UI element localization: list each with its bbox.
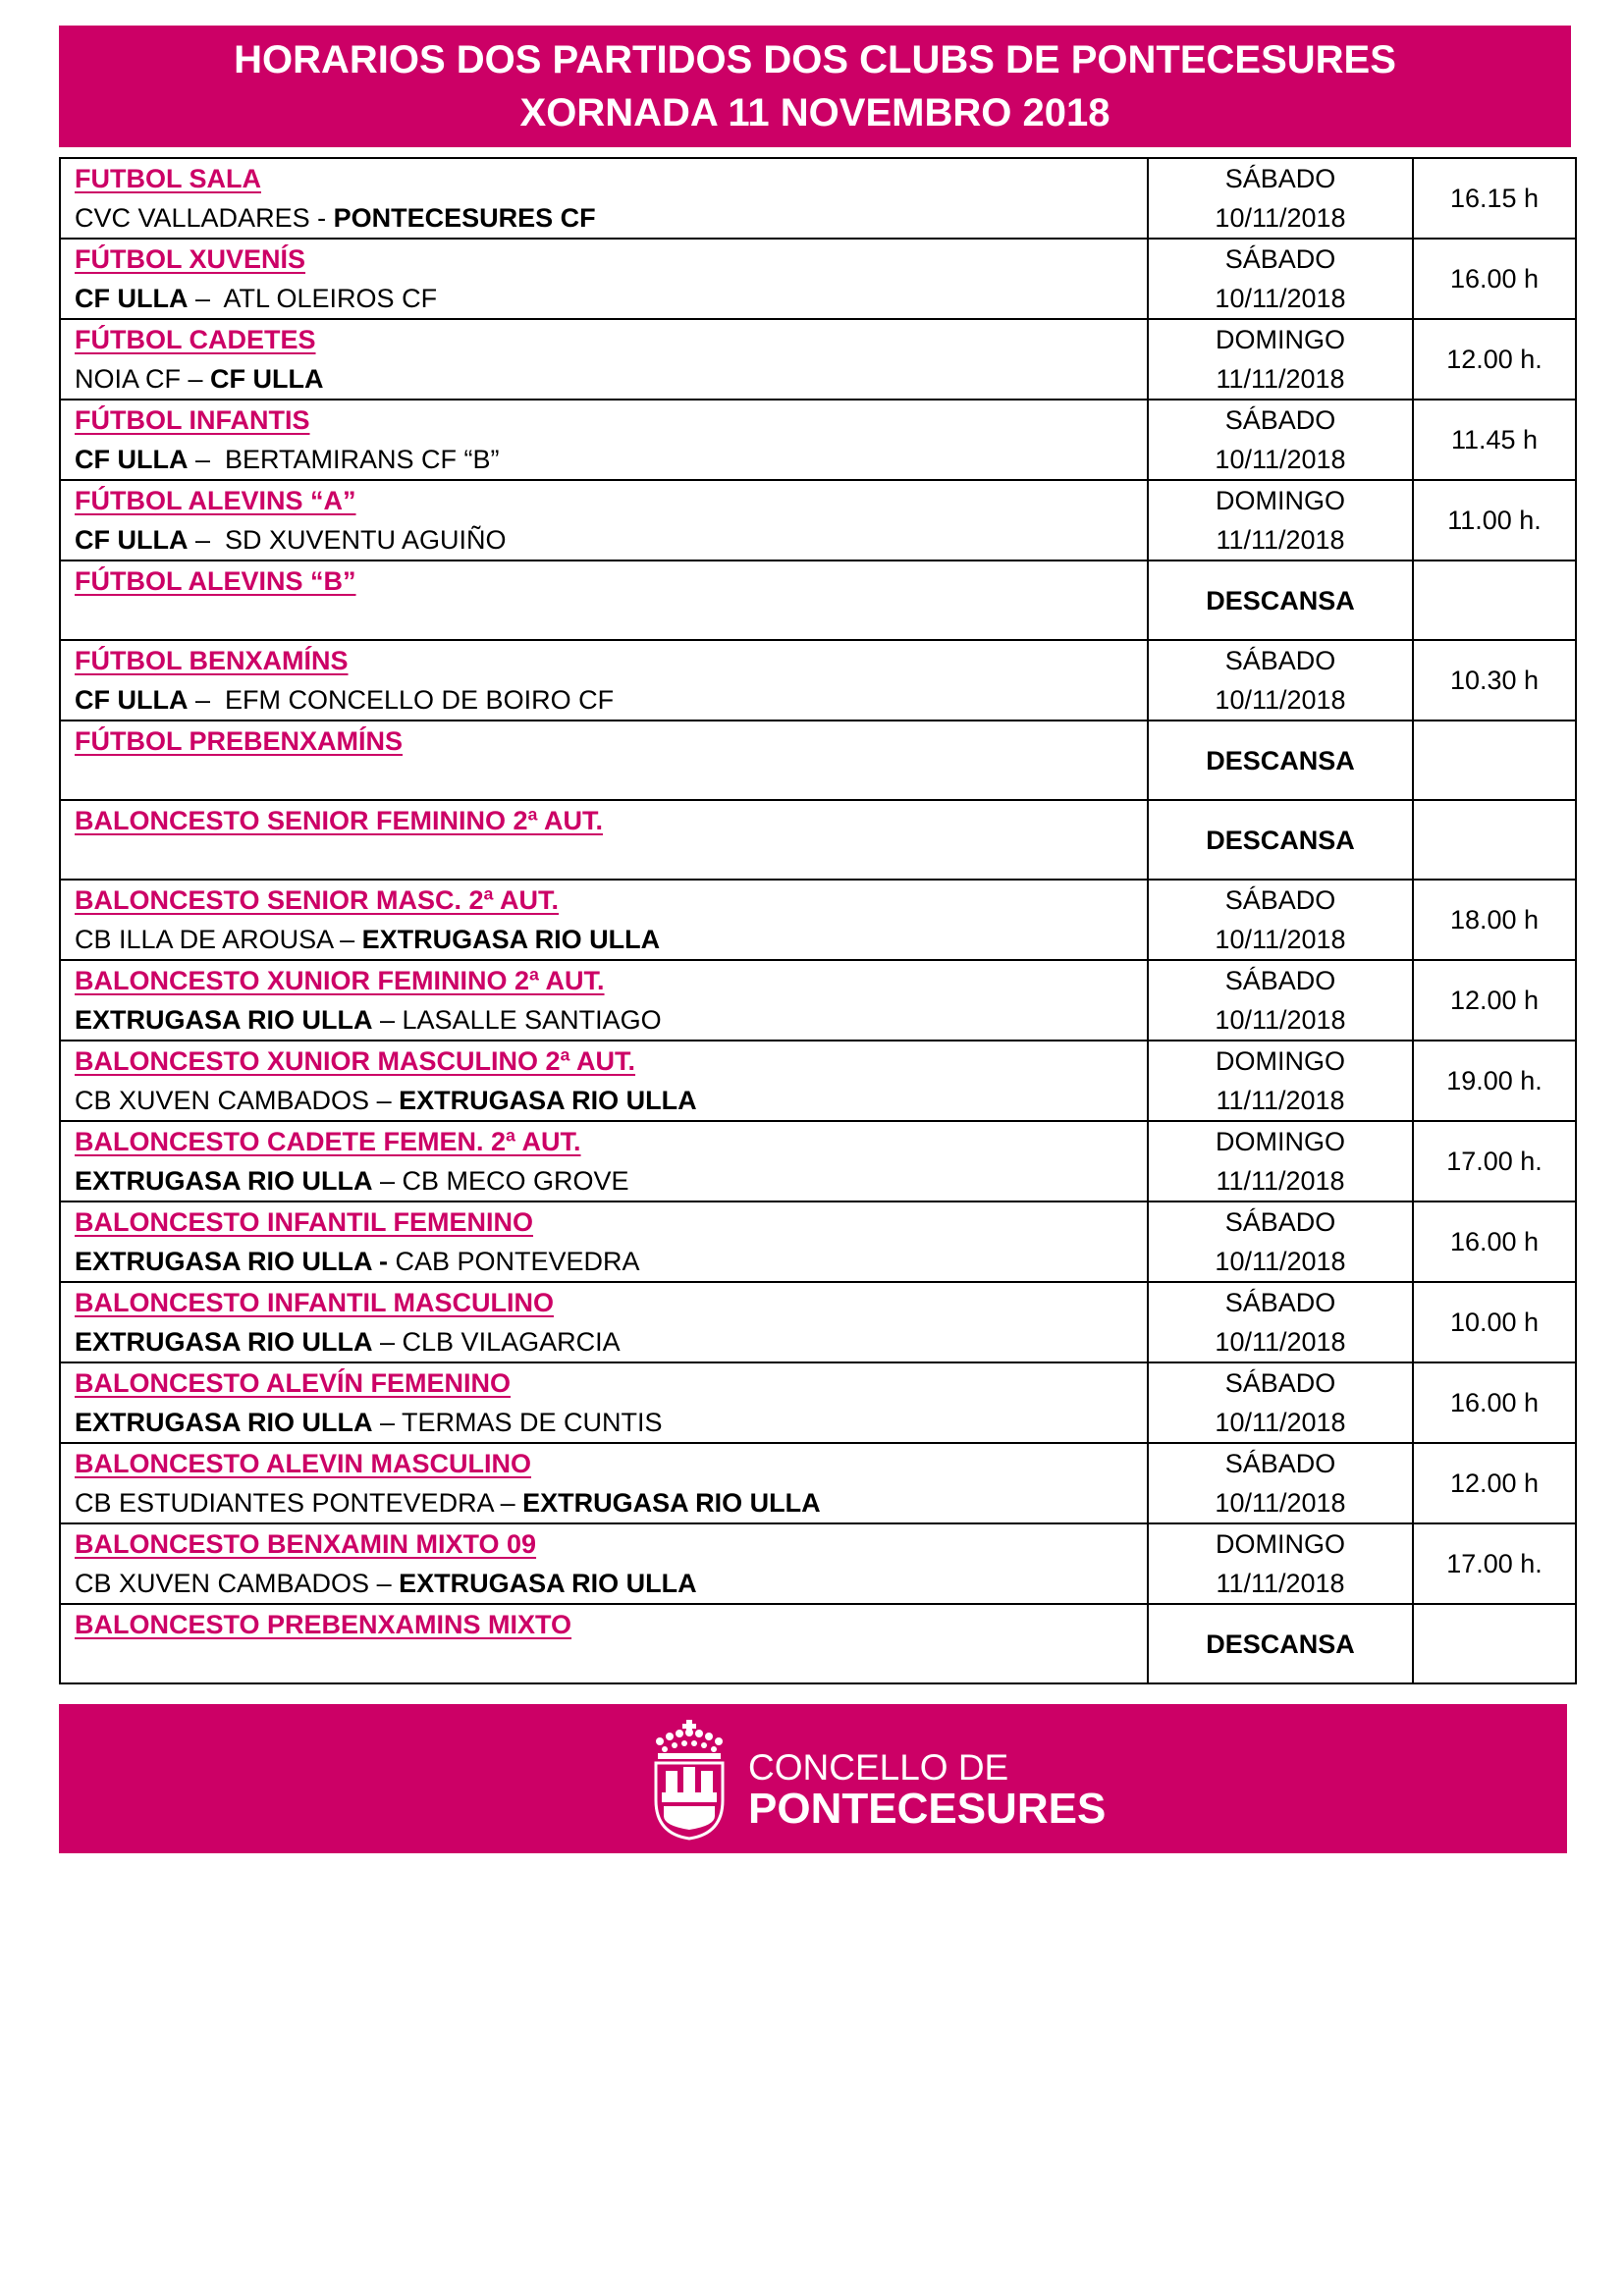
- team-separator: -: [309, 203, 334, 233]
- footer-line2: PONTECESURES: [748, 1785, 1107, 1833]
- away-team: SD XUVENTU AGUIÑO: [225, 525, 507, 555]
- teams-line: [75, 1403, 1147, 1442]
- weekday-label: SÁBADO: [1224, 164, 1336, 193]
- weekday-label: DOMINGO: [1216, 1127, 1345, 1156]
- weekday-label: SÁBADO: [1224, 646, 1336, 675]
- date-label: 10/11/2018: [1215, 203, 1346, 233]
- home-team: NOIA CF: [75, 364, 182, 394]
- weekday-label: SÁBADO: [1224, 1288, 1336, 1317]
- match-cell: [60, 400, 1148, 480]
- time-cell: 18.00 h: [1413, 880, 1576, 960]
- rest-label: DESCANSA: [1206, 745, 1355, 775]
- away-team: EXTRUGASA RIO ULLA: [522, 1488, 821, 1518]
- day-cell: [1148, 640, 1413, 721]
- day-cell: [1148, 1523, 1413, 1604]
- teams-line: [75, 1322, 1147, 1362]
- match-cell: [60, 1362, 1148, 1443]
- table-row: [60, 158, 1576, 239]
- teams-line: [75, 279, 1147, 318]
- team-separator: –: [372, 1408, 403, 1437]
- team-separator: –: [188, 685, 226, 715]
- table-row: [60, 239, 1576, 319]
- table-row: [60, 960, 1576, 1041]
- match-cell: [60, 561, 1148, 640]
- time-cell: 19.00 h.: [1413, 1041, 1576, 1121]
- page-subtitle: XORNADA 11 NOVEMBRO 2018: [519, 91, 1110, 134]
- home-team: CF ULLA: [75, 685, 189, 715]
- category-label: BALONCESTO XUNIOR MASCULINO 2ª AUT.: [75, 1046, 636, 1076]
- category-label: BALONCESTO PREBENXAMINS MIXTO: [75, 1610, 572, 1639]
- day-cell: [1148, 1604, 1413, 1683]
- category-label: BALONCESTO SENIOR MASC. 2ª AUT.: [75, 885, 560, 915]
- weekday-label: SÁBADO: [1224, 405, 1336, 435]
- title-banner: [59, 26, 1571, 147]
- day-cell: [1148, 319, 1413, 400]
- day-cell: [1148, 880, 1413, 960]
- table-row: [60, 800, 1576, 880]
- time-cell: [1413, 721, 1576, 800]
- table-row: [60, 1201, 1576, 1282]
- date-label: 11/11/2018: [1216, 364, 1345, 394]
- away-team: EXTRUGASA RIO ULLA: [399, 1086, 697, 1115]
- category-label: BALONCESTO ALEVÍN FEMENINO: [75, 1368, 512, 1398]
- time-cell: [1413, 1604, 1576, 1683]
- team-separator: –: [188, 284, 224, 313]
- time-cell: [1413, 800, 1576, 880]
- day-cell: [1148, 1041, 1413, 1121]
- category-label: FÚTBOL INFANTIS: [75, 405, 310, 435]
- time-cell: 10.00 h: [1413, 1282, 1576, 1362]
- footer-brand: [748, 1747, 1107, 1833]
- schedule-table: [59, 157, 1577, 1684]
- day-cell: [1148, 239, 1413, 319]
- time-cell: 12.00 h: [1413, 960, 1576, 1041]
- category-label: FÚTBOL ALEVINS “B”: [75, 566, 356, 596]
- home-team: EXTRUGASA RIO ULLA: [75, 1005, 373, 1035]
- match-cell: [60, 158, 1148, 239]
- day-cell: [1148, 1362, 1413, 1443]
- day-cell: [1148, 158, 1413, 239]
- day-cell: [1148, 561, 1413, 640]
- category-label: FUTBOL SALA: [75, 164, 261, 193]
- match-cell: [60, 721, 1148, 800]
- time-cell: 16.00 h: [1413, 239, 1576, 319]
- match-cell: [60, 1041, 1148, 1121]
- time-cell: 16.00 h: [1413, 1362, 1576, 1443]
- date-label: 11/11/2018: [1216, 1166, 1345, 1196]
- time-cell: 11.00 h.: [1413, 480, 1576, 561]
- home-team: EXTRUGASA RIO ULLA: [75, 1408, 373, 1437]
- date-label: 10/11/2018: [1215, 1005, 1346, 1035]
- time-cell: 11.45 h: [1413, 400, 1576, 480]
- table-row: [60, 1362, 1576, 1443]
- date-label: 10/11/2018: [1215, 445, 1346, 474]
- teams-line: [75, 440, 1147, 479]
- date-label: 10/11/2018: [1215, 1247, 1346, 1276]
- table-row: [60, 880, 1576, 960]
- match-cell: [60, 239, 1148, 319]
- time-cell: [1413, 561, 1576, 640]
- category-label: FÚTBOL CADETES: [75, 325, 316, 354]
- weekday-label: SÁBADO: [1224, 1207, 1336, 1237]
- category-label: BALONCESTO SENIOR FEMININO 2ª AUT.: [75, 806, 604, 835]
- teams-line: [75, 198, 1147, 238]
- home-team: CVC VALLADARES: [75, 203, 310, 233]
- day-cell: [1148, 400, 1413, 480]
- home-team: CF ULLA: [75, 284, 189, 313]
- away-team: EXTRUGASA RIO ULLA: [361, 925, 661, 954]
- date-label: 10/11/2018: [1215, 1488, 1346, 1518]
- rest-label: DESCANSA: [1206, 1629, 1355, 1659]
- home-team: CB ILLA DE AROUSA: [75, 925, 333, 954]
- day-cell: [1148, 800, 1413, 880]
- teams-line: [75, 1081, 1147, 1120]
- day-cell: [1148, 1201, 1413, 1282]
- home-team: CB ESTUDIANTES PONTEVEDRA: [75, 1488, 494, 1518]
- weekday-label: DOMINGO: [1216, 1529, 1345, 1559]
- table-row: [60, 1121, 1576, 1201]
- match-cell: [60, 960, 1148, 1041]
- away-team: PONTECESURES CF: [333, 203, 596, 233]
- team-separator: –: [372, 1327, 403, 1357]
- teams-line: [75, 359, 1147, 399]
- match-cell: [60, 1201, 1148, 1282]
- rest-label: DESCANSA: [1206, 585, 1355, 615]
- team-separator: [388, 1247, 396, 1276]
- match-cell: [60, 319, 1148, 400]
- home-team: EXTRUGASA RIO ULLA: [75, 1166, 373, 1196]
- match-cell: [60, 1282, 1148, 1362]
- date-label: 10/11/2018: [1215, 284, 1346, 313]
- teams-line: [75, 1161, 1147, 1201]
- home-team: CF ULLA: [75, 445, 189, 474]
- match-cell: [60, 480, 1148, 561]
- away-team: TERMAS DE CUNTIS: [402, 1408, 663, 1437]
- table-row: [60, 319, 1576, 400]
- match-cell: [60, 1443, 1148, 1523]
- away-team: CB MECO GROVE: [402, 1166, 629, 1196]
- category-label: BALONCESTO CADETE FEMEN. 2ª AUT.: [75, 1127, 581, 1156]
- match-cell: [60, 880, 1148, 960]
- team-separator: –: [188, 445, 226, 474]
- category-label: BALONCESTO XUNIOR FEMININO 2ª AUT.: [75, 966, 605, 995]
- rest-label: DESCANSA: [1206, 825, 1355, 855]
- match-cell: [60, 800, 1148, 880]
- away-team: EXTRUGASA RIO ULLA: [399, 1569, 697, 1598]
- table-row: [60, 1523, 1576, 1604]
- teams-line: [75, 1564, 1147, 1603]
- team-separator: –: [369, 1086, 400, 1115]
- date-label: 11/11/2018: [1216, 1569, 1345, 1598]
- time-cell: 12.00 h: [1413, 1443, 1576, 1523]
- day-cell: [1148, 480, 1413, 561]
- date-label: 11/11/2018: [1216, 525, 1345, 555]
- weekday-label: SÁBADO: [1224, 244, 1336, 274]
- home-team: EXTRUGASA RIO ULLA -: [75, 1247, 388, 1276]
- team-separator: –: [372, 1005, 403, 1035]
- time-cell: 10.30 h: [1413, 640, 1576, 721]
- date-label: 10/11/2018: [1215, 925, 1346, 954]
- category-label: BALONCESTO INFANTIL MASCULINO: [75, 1288, 555, 1317]
- match-cell: [60, 640, 1148, 721]
- table-row: [60, 400, 1576, 480]
- weekday-label: DOMINGO: [1216, 1046, 1345, 1076]
- weekday-label: SÁBADO: [1224, 1449, 1336, 1478]
- category-label: FÚTBOL ALEVINS “A”: [75, 486, 356, 515]
- footer-banner: [59, 1704, 1567, 1853]
- teams-line: [75, 520, 1147, 560]
- town-crest-icon: [648, 1718, 731, 1842]
- home-team: CB XUVEN CAMBADOS: [75, 1569, 370, 1598]
- team-separator: –: [372, 1166, 403, 1196]
- team-separator: –: [188, 525, 226, 555]
- table-row: [60, 1604, 1576, 1683]
- table-row: [60, 561, 1576, 640]
- away-team: EFM CONCELLO DE BOIRO CF: [225, 685, 615, 715]
- category-label: FÚTBOL BENXAMÍNS: [75, 646, 349, 675]
- table-row: [60, 480, 1576, 561]
- day-cell: [1148, 1443, 1413, 1523]
- table-row: [60, 1041, 1576, 1121]
- teams-line: [75, 1242, 1147, 1281]
- day-cell: [1148, 721, 1413, 800]
- date-label: 10/11/2018: [1215, 1408, 1346, 1437]
- match-cell: [60, 1121, 1148, 1201]
- weekday-label: DOMINGO: [1216, 325, 1345, 354]
- date-label: 10/11/2018: [1215, 1327, 1346, 1357]
- team-separator: –: [332, 925, 362, 954]
- teams-line: [75, 920, 1147, 959]
- away-team: BERTAMIRANS CF “B”: [225, 445, 500, 474]
- away-team: ATL OLEIROS CF: [223, 284, 438, 313]
- table-row: [60, 1282, 1576, 1362]
- day-cell: [1148, 960, 1413, 1041]
- date-label: 10/11/2018: [1215, 685, 1346, 715]
- time-cell: 12.00 h.: [1413, 319, 1576, 400]
- category-label: BALONCESTO INFANTIL FEMENINO: [75, 1207, 534, 1237]
- teams-line: [75, 1483, 1147, 1522]
- time-cell: 16.00 h: [1413, 1201, 1576, 1282]
- match-cell: [60, 1523, 1148, 1604]
- footer-line1: CONCELLO DE: [748, 1747, 1009, 1788]
- time-cell: 17.00 h.: [1413, 1121, 1576, 1201]
- away-team: LASALLE SANTIAGO: [402, 1005, 662, 1035]
- weekday-label: DOMINGO: [1216, 486, 1345, 515]
- time-cell: 17.00 h.: [1413, 1523, 1576, 1604]
- home-team: CF ULLA: [75, 525, 189, 555]
- day-cell: [1148, 1121, 1413, 1201]
- time-cell: 16.15 h: [1413, 158, 1576, 239]
- category-label: FÚTBOL XUVENÍS: [75, 244, 306, 274]
- category-label: BALONCESTO BENXAMIN MIXTO 09: [75, 1529, 537, 1559]
- team-separator: –: [369, 1569, 400, 1598]
- table-row: [60, 1443, 1576, 1523]
- day-cell: [1148, 1282, 1413, 1362]
- category-label: BALONCESTO ALEVIN MASCULINO: [75, 1449, 532, 1478]
- home-team: CB XUVEN CAMBADOS: [75, 1086, 370, 1115]
- teams-line: [75, 680, 1147, 720]
- home-team: EXTRUGASA RIO ULLA: [75, 1327, 373, 1357]
- team-separator: –: [181, 364, 211, 394]
- away-team: CLB VILAGARCIA: [402, 1327, 621, 1357]
- date-label: 11/11/2018: [1216, 1086, 1345, 1115]
- teams-line: [75, 1000, 1147, 1040]
- weekday-label: SÁBADO: [1224, 885, 1336, 915]
- match-cell: [60, 1604, 1148, 1683]
- away-team: CAB PONTEVEDRA: [395, 1247, 640, 1276]
- table-row: [60, 640, 1576, 721]
- away-team: CF ULLA: [210, 364, 324, 394]
- weekday-label: SÁBADO: [1224, 1368, 1336, 1398]
- weekday-label: SÁBADO: [1224, 966, 1336, 995]
- category-label: FÚTBOL PREBENXAMÍNS: [75, 726, 404, 756]
- table-row: [60, 721, 1576, 800]
- page-title: HORARIOS DOS PARTIDOS DOS CLUBS DE PONTECESURES: [234, 38, 1396, 81]
- team-separator: –: [493, 1488, 523, 1518]
